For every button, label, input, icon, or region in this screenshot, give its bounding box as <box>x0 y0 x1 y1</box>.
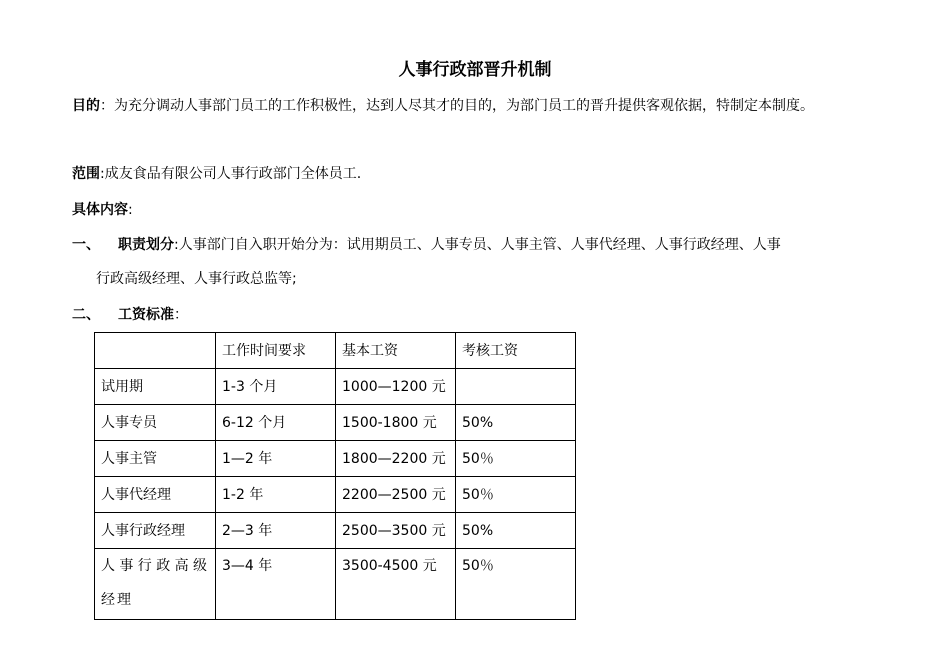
content-colon: : <box>128 202 133 218</box>
table-header-cell: 工作时间要求 <box>216 333 336 369</box>
item2-number: 二、 <box>72 307 100 323</box>
item1-label: 职责划分 <box>118 237 174 253</box>
table-cell-assessment: 50％ <box>456 441 576 477</box>
table-cell-time: 1—2 年 <box>216 441 336 477</box>
table-cell-assessment: 50％ <box>456 549 576 620</box>
table-cell-position: 试用期 <box>95 369 216 405</box>
table-cell-position: 人事主管 <box>95 441 216 477</box>
table-cell-time: 1-2 年 <box>216 477 336 513</box>
purpose-text: ：为充分调动人事部门员工的工作积极性，达到人尽其才的目的，为部门员工的晋升提供客观依据，特制定本制度。 <box>100 98 814 114</box>
document-title: 人事行政部晋升机制 <box>398 60 552 80</box>
table-row <box>95 549 576 620</box>
item2-label: 工资标准 <box>118 307 174 323</box>
table-row <box>95 513 576 549</box>
table-header-cell: 考核工资 <box>456 333 576 369</box>
table-header-cell <box>95 333 216 369</box>
table-cell-time: 3—4 年 <box>216 549 336 620</box>
table-cell-position: 人事代经理 <box>95 477 216 513</box>
content-label: 具体内容 <box>72 202 128 218</box>
table-row <box>95 441 576 477</box>
item1-continuation: 行政高级经理、人事行政总监等; <box>96 271 297 287</box>
item1-paragraph <box>72 228 882 262</box>
table-row <box>95 405 576 441</box>
table-cell-position: 人事行政高级经理 <box>95 549 216 620</box>
table-cell-time: 6-12 个月 <box>216 405 336 441</box>
table-cell-time: 2—3 年 <box>216 513 336 549</box>
table-cell-base-salary: 1500-1800 元 <box>336 405 456 441</box>
table-row <box>95 369 576 405</box>
table-header-cell: 基本工资 <box>336 333 456 369</box>
table-cell-position: 人事专员 <box>95 405 216 441</box>
content-heading <box>72 193 882 227</box>
item2-paragraph <box>72 298 882 332</box>
table-cell-base-salary: 3500-4500 元 <box>336 549 456 620</box>
scope-label: 范围 <box>72 166 100 182</box>
table-cell-base-salary: 2200—2500 元 <box>336 477 456 513</box>
table-row <box>95 477 576 513</box>
item2-colon: ： <box>174 307 188 323</box>
item1-number: 一、 <box>72 237 100 253</box>
table-cell-time: 1-3 个月 <box>216 369 336 405</box>
purpose-paragraph <box>72 89 882 123</box>
scope-paragraph <box>72 157 882 191</box>
table-cell-base-salary: 1800—2200 元 <box>336 441 456 477</box>
purpose-label: 目的 <box>72 98 100 114</box>
table-cell-assessment: 50% <box>456 513 576 549</box>
table-cell-assessment: 50% <box>456 405 576 441</box>
item1-text: :人事部门自入职开始分为：试用期员工、人事专员、人事主管、人事代经理、人事行政经理、人事 <box>174 237 781 253</box>
table-cell-base-salary: 2500—3500 元 <box>336 513 456 549</box>
table-cell-base-salary: 1000—1200 元 <box>336 369 456 405</box>
salary-table <box>94 332 576 620</box>
table-cell-assessment <box>456 369 576 405</box>
table-header-row <box>95 333 576 369</box>
scope-text: :成友食品有限公司人事行政部门全体员工. <box>100 166 362 182</box>
table-cell-assessment: 50％ <box>456 477 576 513</box>
table-cell-position: 人事行政经理 <box>95 513 216 549</box>
